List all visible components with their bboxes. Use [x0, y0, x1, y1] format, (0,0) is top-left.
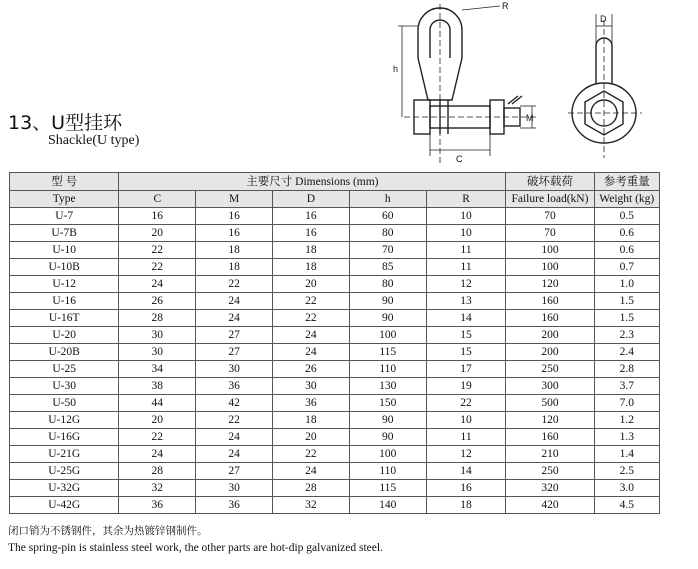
- label-m: M: [526, 113, 534, 123]
- table-cell: 100: [506, 259, 594, 276]
- table-cell: 22: [119, 429, 196, 446]
- table-cell: U-16T: [10, 310, 119, 327]
- table-cell: 13: [426, 293, 506, 310]
- table-cell: 90: [349, 429, 426, 446]
- table-row: [10, 208, 660, 225]
- table-cell: 16: [119, 208, 196, 225]
- table-cell: 11: [426, 429, 506, 446]
- table-cell: 22: [272, 446, 349, 463]
- header-weight-cn: 参考重量: [594, 173, 659, 191]
- table-cell: 18: [426, 497, 506, 514]
- label-d: D: [600, 14, 607, 24]
- header-c: C: [119, 191, 196, 208]
- table-cell: 27: [196, 463, 273, 480]
- table-cell: 60: [349, 208, 426, 225]
- table-cell: 0.7: [594, 259, 659, 276]
- table-cell: U-12: [10, 276, 119, 293]
- table-cell: 28: [119, 310, 196, 327]
- table-cell: 22: [196, 412, 273, 429]
- table-cell: 70: [506, 208, 594, 225]
- table-row: [10, 480, 660, 497]
- table-cell: 200: [506, 327, 594, 344]
- table-cell: 16: [426, 480, 506, 497]
- table-row: [10, 293, 660, 310]
- table-row: [10, 497, 660, 514]
- table-cell: 36: [272, 395, 349, 412]
- table-cell: 1.0: [594, 276, 659, 293]
- table-cell: 120: [506, 412, 594, 429]
- label-r: R: [502, 1, 509, 11]
- table-cell: 0.6: [594, 225, 659, 242]
- table-cell: 24: [196, 293, 273, 310]
- table-cell: 12: [426, 276, 506, 293]
- label-c: C: [456, 154, 463, 164]
- table-cell: 1.5: [594, 293, 659, 310]
- table-row: [10, 327, 660, 344]
- table-cell: U-25: [10, 361, 119, 378]
- header-r: R: [426, 191, 506, 208]
- table-cell: 22: [119, 242, 196, 259]
- table-body: [10, 208, 660, 514]
- table-cell: 24: [196, 429, 273, 446]
- table-cell: 24: [272, 344, 349, 361]
- table-cell: 10: [426, 412, 506, 429]
- table-cell: U-7: [10, 208, 119, 225]
- table-cell: U-21G: [10, 446, 119, 463]
- table-cell: 1.5: [594, 310, 659, 327]
- table-cell: U-12G: [10, 412, 119, 429]
- table-cell: 22: [426, 395, 506, 412]
- table-cell: 24: [119, 446, 196, 463]
- table-row: [10, 242, 660, 259]
- table-cell: 420: [506, 497, 594, 514]
- table-cell: 150: [349, 395, 426, 412]
- table-row: [10, 310, 660, 327]
- table-cell: 26: [272, 361, 349, 378]
- table-cell: U-16: [10, 293, 119, 310]
- table-cell: U-20B: [10, 344, 119, 361]
- table-cell: 100: [506, 242, 594, 259]
- table-cell: U-25G: [10, 463, 119, 480]
- table-header-row-2: [10, 191, 660, 208]
- table-cell: 2.3: [594, 327, 659, 344]
- table-cell: 17: [426, 361, 506, 378]
- table-cell: 0.6: [594, 242, 659, 259]
- table-cell: 27: [196, 344, 273, 361]
- table-row: [10, 361, 660, 378]
- table-row: [10, 344, 660, 361]
- table-cell: 20: [272, 276, 349, 293]
- table-cell: 19: [426, 378, 506, 395]
- table-cell: 30: [196, 480, 273, 497]
- table-cell: 2.5: [594, 463, 659, 480]
- table-cell: 44: [119, 395, 196, 412]
- table-cell: 12: [426, 446, 506, 463]
- table-cell: 200: [506, 344, 594, 361]
- table-cell: U-32G: [10, 480, 119, 497]
- table-cell: 20: [119, 225, 196, 242]
- table-cell: 110: [349, 463, 426, 480]
- table-cell: 18: [272, 412, 349, 429]
- table-cell: U-20: [10, 327, 119, 344]
- table-cell: 32: [119, 480, 196, 497]
- table-cell: 16: [272, 225, 349, 242]
- page-title: 13、U型挂环: [8, 112, 123, 134]
- header-load-cn: 破坏载荷: [506, 173, 594, 191]
- table-cell: 1.3: [594, 429, 659, 446]
- table-cell: 320: [506, 480, 594, 497]
- table-cell: 90: [349, 412, 426, 429]
- table-cell: 18: [272, 259, 349, 276]
- table-cell: 250: [506, 361, 594, 378]
- table-cell: 80: [349, 225, 426, 242]
- table-cell: 1.2: [594, 412, 659, 429]
- label-h: h: [393, 64, 399, 74]
- table-cell: 28: [119, 463, 196, 480]
- header-type-cn: 型 号: [10, 173, 119, 191]
- table-cell: 90: [349, 310, 426, 327]
- table-cell: 10: [426, 208, 506, 225]
- table-cell: 22: [196, 276, 273, 293]
- table-cell: 120: [506, 276, 594, 293]
- table-cell: 22: [272, 293, 349, 310]
- header-m: M: [196, 191, 273, 208]
- table-cell: 15: [426, 344, 506, 361]
- table-cell: 27: [196, 327, 273, 344]
- header-type-en: Type: [10, 191, 119, 208]
- table-cell: 18: [196, 242, 273, 259]
- table-cell: 115: [349, 480, 426, 497]
- table-row: [10, 395, 660, 412]
- table-cell: 250: [506, 463, 594, 480]
- table-cell: 30: [272, 378, 349, 395]
- table-cell: 36: [196, 378, 273, 395]
- table-cell: U-42G: [10, 497, 119, 514]
- table-cell: 16: [196, 208, 273, 225]
- table-cell: 30: [196, 361, 273, 378]
- table-cell: 80: [349, 276, 426, 293]
- table-row: [10, 446, 660, 463]
- header-d: D: [272, 191, 349, 208]
- table-cell: 11: [426, 242, 506, 259]
- header-load-en: Failure load(kN): [506, 191, 594, 208]
- table-cell: 11: [426, 259, 506, 276]
- note-chinese: 闭口销为不锈钢件，其余为热镀锌钢制件。: [8, 525, 208, 537]
- table-cell: 30: [119, 344, 196, 361]
- table-cell: 34: [119, 361, 196, 378]
- table-cell: 70: [506, 225, 594, 242]
- table-cell: 38: [119, 378, 196, 395]
- table-cell: 36: [196, 497, 273, 514]
- dimensions-table: [9, 172, 660, 514]
- table-cell: 24: [119, 276, 196, 293]
- table-row: [10, 225, 660, 242]
- table-cell: 22: [272, 310, 349, 327]
- table-cell: 22: [119, 259, 196, 276]
- table-cell: 100: [349, 327, 426, 344]
- table-cell: 3.7: [594, 378, 659, 395]
- table-cell: 16: [272, 208, 349, 225]
- table-cell: U-50: [10, 395, 119, 412]
- header-h: h: [349, 191, 426, 208]
- table-cell: 30: [119, 327, 196, 344]
- table-cell: 140: [349, 497, 426, 514]
- table-cell: 130: [349, 378, 426, 395]
- table-cell: 300: [506, 378, 594, 395]
- table-cell: 0.5: [594, 208, 659, 225]
- table-cell: 500: [506, 395, 594, 412]
- table-cell: 15: [426, 327, 506, 344]
- table-cell: 18: [272, 242, 349, 259]
- table-cell: 14: [426, 463, 506, 480]
- table-cell: 14: [426, 310, 506, 327]
- table-cell: 24: [272, 327, 349, 344]
- table-cell: U-10: [10, 242, 119, 259]
- table-cell: 10: [426, 225, 506, 242]
- table-cell: 26: [119, 293, 196, 310]
- table-cell: 115: [349, 344, 426, 361]
- shackle-drawing: [390, 0, 690, 168]
- table-cell: 20: [119, 412, 196, 429]
- table-cell: 20: [272, 429, 349, 446]
- table-cell: 160: [506, 310, 594, 327]
- table-cell: 7.0: [594, 395, 659, 412]
- table-cell: U-16G: [10, 429, 119, 446]
- table-cell: 36: [119, 497, 196, 514]
- header-dimensions: 主要尺寸 Dimensions (mm): [119, 173, 506, 191]
- table-cell: 24: [272, 463, 349, 480]
- table-cell: 24: [196, 310, 273, 327]
- table-cell: 16: [196, 225, 273, 242]
- table-cell: 70: [349, 242, 426, 259]
- table-cell: 32: [272, 497, 349, 514]
- table-cell: 3.0: [594, 480, 659, 497]
- table-cell: 2.4: [594, 344, 659, 361]
- table-cell: 42: [196, 395, 273, 412]
- page-subtitle: Shackle(U type): [48, 133, 140, 148]
- table-cell: 160: [506, 293, 594, 310]
- table-row: [10, 412, 660, 429]
- table-cell: 4.5: [594, 497, 659, 514]
- table-cell: 90: [349, 293, 426, 310]
- table-cell: U-10B: [10, 259, 119, 276]
- table-header-row-1: [10, 173, 660, 191]
- table-cell: 24: [196, 446, 273, 463]
- table-row: [10, 259, 660, 276]
- table-cell: 28: [272, 480, 349, 497]
- table-cell: 110: [349, 361, 426, 378]
- note-english: The spring-pin is stainless steel work, the other parts are hot-dip galvanized steel.: [8, 542, 383, 554]
- table-cell: 210: [506, 446, 594, 463]
- table-cell: U-7B: [10, 225, 119, 242]
- table-cell: 100: [349, 446, 426, 463]
- table-cell: 2.8: [594, 361, 659, 378]
- table-row: [10, 276, 660, 293]
- table-row: [10, 378, 660, 395]
- table-cell: 160: [506, 429, 594, 446]
- table-cell: 18: [196, 259, 273, 276]
- header-weight-en: Weight (kg): [594, 191, 659, 208]
- table-row: [10, 463, 660, 480]
- table-row: [10, 429, 660, 446]
- table-cell: U-30: [10, 378, 119, 395]
- table-cell: 85: [349, 259, 426, 276]
- table-cell: 1.4: [594, 446, 659, 463]
